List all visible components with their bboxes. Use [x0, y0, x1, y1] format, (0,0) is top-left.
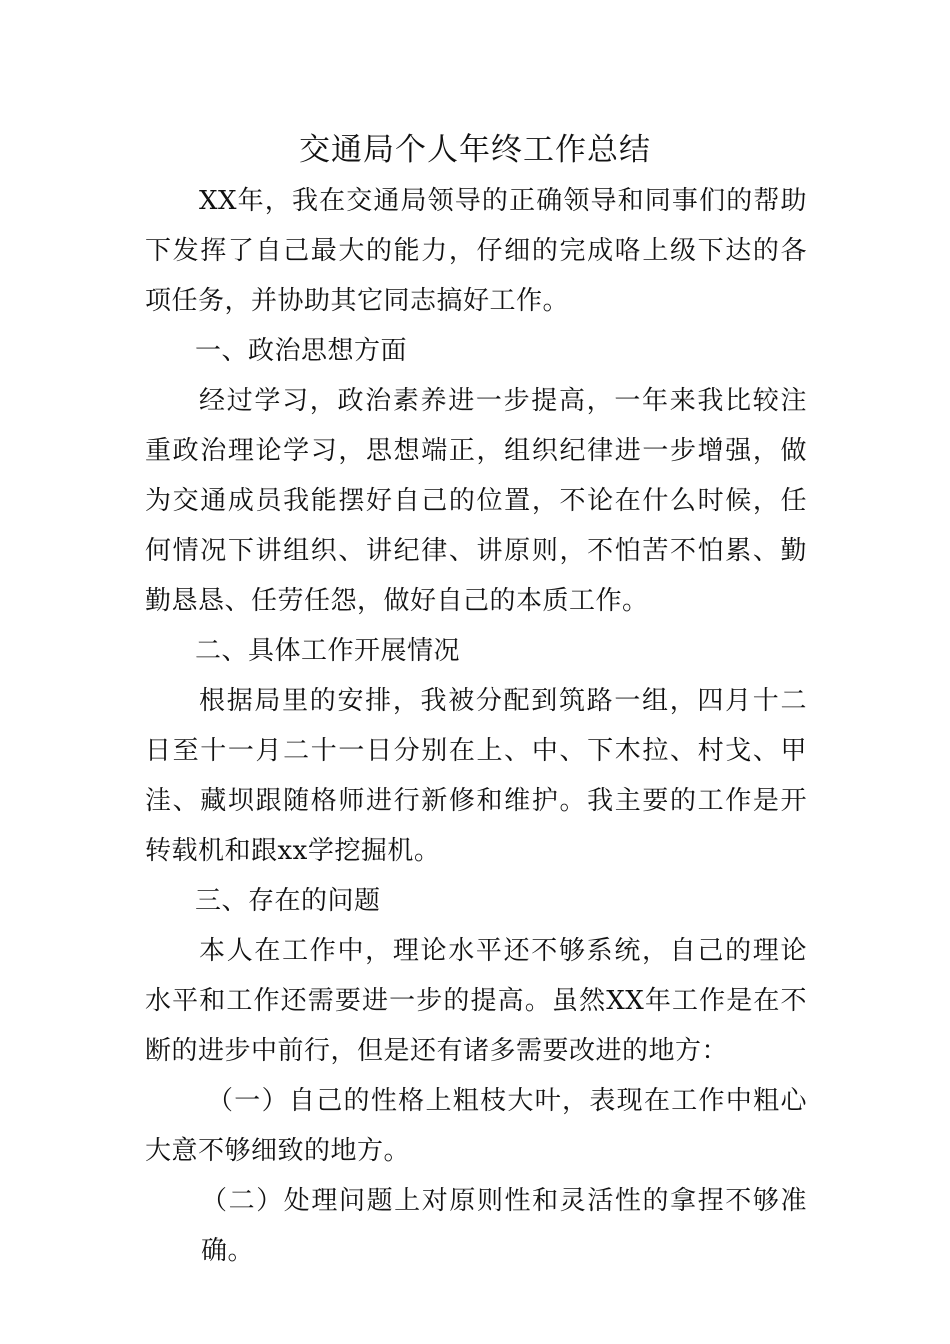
document-body: [145, 176, 807, 1276]
section-heading-work: 二、具体工作开展情况: [195, 636, 461, 666]
problem-item-1: （一）自己的性格上粗枝大叶，表现在工作中粗心大意不够细致的地方。: [145, 1086, 807, 1166]
section-heading-political: 一、政治思想方面: [195, 336, 408, 366]
paragraph-problems: 本人在工作中，理论水平还不够系统，自己的理论水平和工作还需要进一步的提高。虽然XX年工作是在不断的进步中前行，但是还有诸多需要改进的地方：: [145, 936, 807, 1066]
paragraph-political: 经过学习，政治素养进一步提高，一年来我比较注重政治理论学习，思想端正，组织纪律进一步增强，做为交通成员我能摆好自己的位置，不论在什么时候，任何情况下讲组织、讲纪律、讲原则，不怕苦不怕累、勤勤恳恳、任劳任怨，做好自己的本质工作。: [145, 386, 807, 616]
paragraph-work: 根据局里的安排，我被分配到筑路一组，四月十二日至十一月二十一日分别在上、中、下木拉、村戈、甲洼、藏坝跟随格师进行新修和维护。我主要的工作是开转载机和跟xx学挖掘机。: [145, 686, 807, 866]
document-title: 交通局个人年终工作总结: [299, 132, 651, 168]
paragraph-intro: XX年，我在交通局领导的正确领导和同事们的帮助下发挥了自己最大的能力，仔细的完成咯上级下达的各项任务，并协助其它同志搞好工作。: [145, 186, 807, 316]
problem-item-2: （二）处理问题上对原则性和灵活性的拿捏不够准确。: [201, 1186, 807, 1266]
section-heading-problems: 三、存在的问题: [195, 886, 381, 916]
